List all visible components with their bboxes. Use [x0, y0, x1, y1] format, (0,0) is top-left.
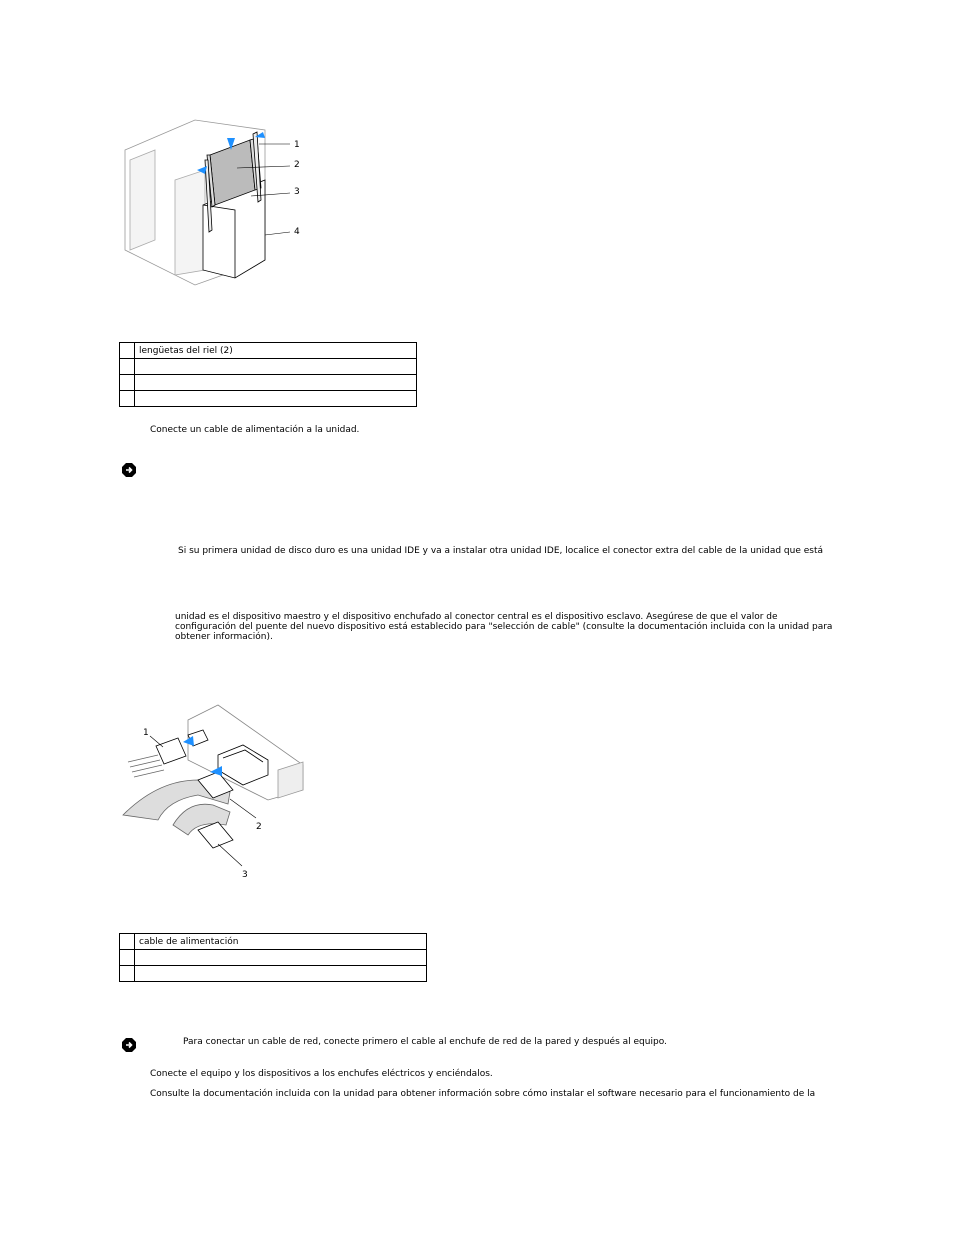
legend1-number	[120, 343, 135, 359]
figure2-callout-1: 1	[143, 728, 149, 738]
legend2-number	[120, 934, 135, 950]
legend-table-1	[119, 342, 417, 407]
legend1-row	[120, 375, 417, 391]
legend1-number	[120, 391, 135, 407]
drive-installation-figure	[115, 110, 315, 290]
ide-paragraph-2-line-2: configuración del puente del nuevo dispositivo está establecido para "selección de cable" (consulte la documentación incluida con la unidad para	[175, 622, 833, 632]
notice-icon	[122, 1038, 136, 1052]
legend1-row	[120, 359, 417, 375]
legend1-label	[135, 359, 417, 375]
notice-icon	[122, 463, 136, 477]
legend2-label	[135, 950, 427, 966]
legend2-number	[120, 950, 135, 966]
ide-paragraph-2-line-1: unidad es el dispositivo maestro y el dispositivo enchufado al conector central es el dispositivo esclavo. Asegúrese de que el valor de	[175, 612, 778, 622]
figure1-callout-2: 2	[294, 160, 300, 170]
legend1-label: lengüetas del riel (2)	[135, 343, 417, 359]
legend2-row	[120, 934, 427, 950]
legend1-label	[135, 391, 417, 407]
legend2-label: cable de alimentación	[135, 934, 427, 950]
legend1-number	[120, 375, 135, 391]
legend1-row	[120, 391, 417, 407]
step-connect-computer: Conecte el equipo y los dispositivos a los enchufes eléctricos y enciéndalos.	[150, 1069, 493, 1079]
step-connect-power: Conecte un cable de alimentación a la unidad.	[150, 425, 360, 435]
notice-network-cable: Para conectar un cable de red, conecte primero el cable al enchufe de red de la pared y después al equipo.	[183, 1037, 667, 1047]
legend2-row	[120, 950, 427, 966]
figure2-callout-3: 3	[242, 870, 248, 880]
legend2-row	[120, 966, 427, 982]
legend1-number	[120, 359, 135, 375]
figure2-callout-2: 2	[256, 822, 262, 832]
legend2-number	[120, 966, 135, 982]
step-install-software: Consulte la documentación incluida con la unidad para obtener información sobre cómo instalar el software necesario para el funcionamiento de la	[150, 1089, 816, 1099]
ide-paragraph-1: Si su primera unidad de disco duro es una unidad IDE y va a instalar otra unidad IDE, localice el conector extra del cable de la unidad que está	[178, 546, 823, 556]
legend1-row	[120, 343, 417, 359]
figure1-callout-4: 4	[294, 227, 300, 237]
ide-paragraph-2-line-3: obtener información).	[175, 632, 273, 642]
legend-table-2	[119, 933, 427, 982]
figure1-callout-3: 3	[294, 187, 300, 197]
cable-connection-figure	[118, 700, 308, 885]
legend1-label	[135, 375, 417, 391]
figure1-callout-1: 1	[294, 140, 300, 150]
legend2-label	[135, 966, 427, 982]
